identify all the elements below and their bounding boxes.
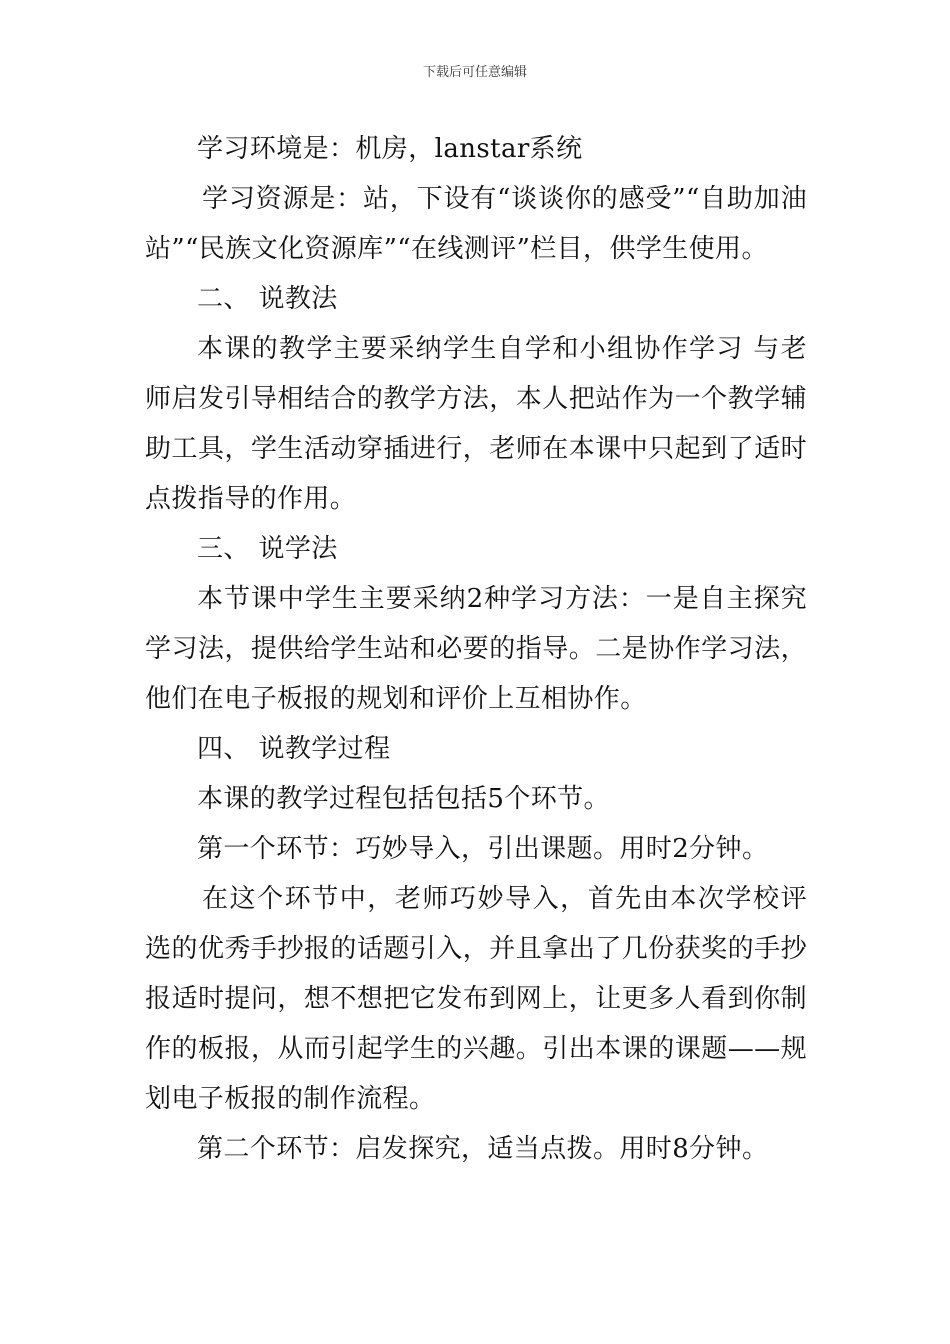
page-header: 下载后可任意编辑	[422, 65, 527, 80]
heading-teaching-process: 四、 说教学过程	[197, 734, 391, 764]
paragraph-step-two: 第二个环节：启发探究，适当点拨。用时8分钟。	[197, 1134, 769, 1164]
heading-learning-method: 三、 说学法	[197, 534, 338, 564]
paragraph-learning-method: 本节课中学生主要采纳2种学习方法：一是自主探究学习法，提供给学生站和必要的指导。二是协作学习法，他们在电子板报的规划和评价上互相协作。	[145, 584, 807, 714]
paragraph-process-overview: 本课的教学过程包括包括5个环节。	[197, 784, 610, 814]
heading-teaching-method: 二、 说教法	[197, 284, 338, 314]
paragraph-learning-resources: 学习资源是：站，下设有“谈谈你的感受”“自助加油站”“民族文化资源库”“在线测评”栏目，供学生使用。	[145, 184, 807, 264]
paragraph-learning-environment: 学习环境是：机房，lanstar系统	[197, 134, 583, 164]
document-body	[145, 124, 807, 1174]
paragraph-step-one-detail: 在这个环节中，老师巧妙导入，首先由本次学校评选的优秀手抄报的话题引入，并且拿出了几份获奖的手抄报适时提问，想不想把它发布到网上，让更多人看到你制作的板报，从而引起学生的兴趣。引出本课的课题——规划电子板报的制作流程。	[145, 884, 807, 1114]
paragraph-step-one: 第一个环节：巧妙导入，引出课题。用时2分钟。	[197, 834, 769, 864]
paragraph-teaching-method: 本课的教学主要采纳学生自学和小组协作学习 与老师启发引导相结合的教学方法，本人把站作为一个教学辅助工具，学生活动穿插进行，老师在本课中只起到了适时点拨指导的作用。	[145, 334, 807, 514]
